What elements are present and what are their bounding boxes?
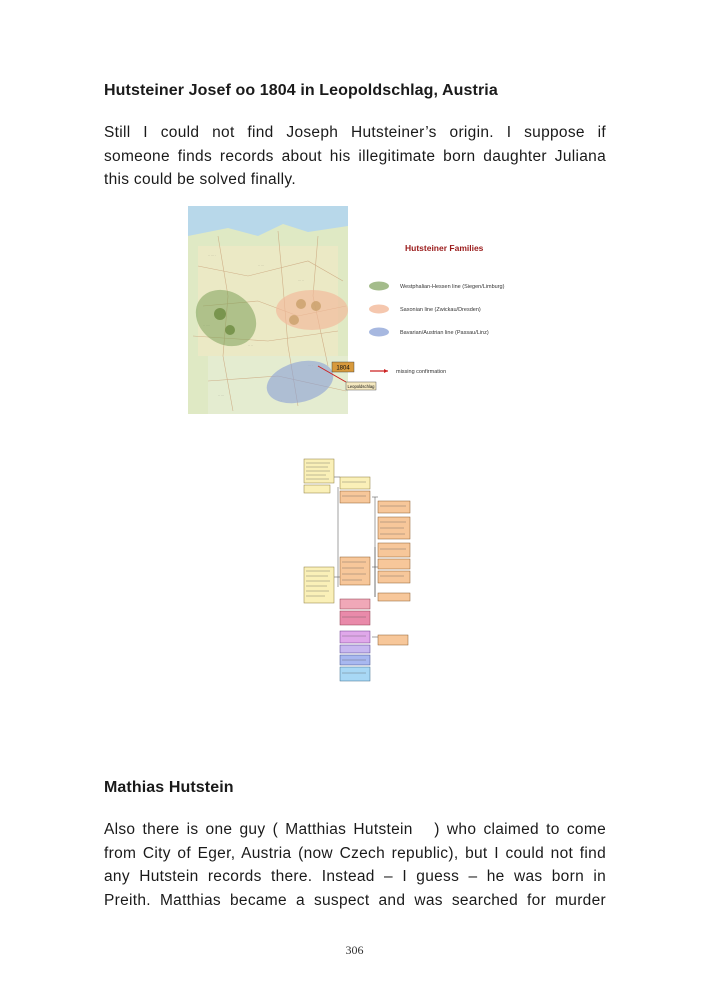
tree-node [340, 599, 370, 609]
paragraph-mathias [104, 818, 606, 912]
legend-swatch-green [369, 282, 389, 291]
family-tree-chart [300, 457, 412, 685]
place-marker-label: Leopoldschlag [347, 384, 375, 389]
tree-node [340, 667, 370, 681]
hutsteiner-families-map [188, 206, 518, 414]
tree-node [378, 501, 410, 513]
legend-label: Saxonian line (Zwickau/Dresden) [400, 307, 481, 313]
svg-text:··· ··: ··· ·· [298, 278, 304, 282]
paragraph-line: Still I could not find Joseph Hutsteiner’s origin. I suppose if [104, 124, 606, 141]
legend-title: Hutsteiner Families [405, 243, 484, 253]
paragraph-line: someone finds records about his illegitimate born daughter Juliana [104, 147, 606, 165]
tree-node [304, 567, 334, 603]
legend-label: missing confirmation [396, 369, 447, 375]
tree-node [340, 491, 370, 503]
paragraph-line: any Hutstein records there. Instead – I guess – he was born in [104, 868, 606, 885]
section-heading-mathias-hutstein: Mathias Hutstein [104, 779, 234, 796]
svg-text:·· ···: ·· ··· [258, 263, 264, 267]
svg-text:·· ··· ·: ·· ··· · [208, 253, 216, 257]
svg-text:·· ···: ·· ··· [218, 393, 224, 397]
tree-node [340, 631, 370, 643]
legend-swatch-blue [369, 328, 389, 337]
paragraph-line: from City of Eger, Austria (now Czech republic), but I could not find [104, 844, 606, 862]
legend-swatch-peach [369, 305, 389, 314]
legend-label: Westphalian-Hessen line (Siegen/Limburg) [400, 284, 505, 290]
paragraph-josef-origin [104, 121, 606, 192]
tree-node [304, 485, 330, 493]
tree-node [378, 543, 410, 557]
page-number: 306 [345, 943, 364, 957]
paragraph-line: Also there is one guy ( Matthias Hutstein ) who claimed to come [104, 821, 606, 838]
paragraph-line: Preith. Matthias became a suspect and was searched for murder [104, 891, 606, 909]
tree-node [340, 477, 370, 489]
tree-node [340, 557, 370, 585]
saxonian-region [276, 290, 348, 330]
tree-node [378, 571, 410, 583]
section-heading-hutsteiner-josef: Hutsteiner Josef oo 1804 in Leopoldschlag, Austria [104, 82, 498, 99]
paragraph-line: this could be solved finally. [104, 171, 296, 188]
year-marker-label: 1804 [336, 365, 350, 372]
tree-node [378, 635, 408, 645]
tree-node [378, 593, 410, 601]
tree-node [340, 645, 370, 653]
svg-text:·· ··: ·· ·· [248, 343, 253, 347]
tree-node [378, 559, 410, 569]
legend-label: Bavarian/Austrian line (Passau/Linz) [400, 330, 489, 336]
tree-node [340, 611, 370, 625]
